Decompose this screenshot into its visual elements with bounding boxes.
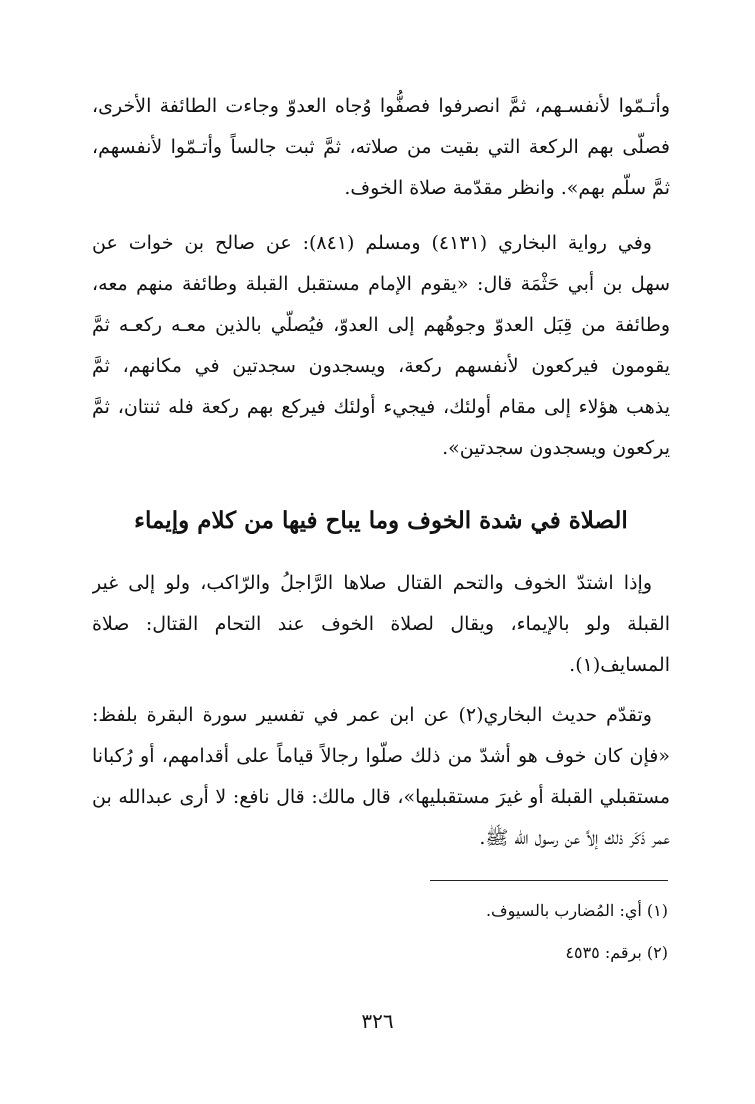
footnote-1: (١) أي: المُضارب بالسيوف. [485,901,668,920]
page-number: ٣٢٦ [361,1009,394,1033]
footnote-divider [430,880,668,881]
paragraph-line: يركعون ويسجدون سجدتين». [442,437,670,459]
paragraph-line: المسايف(١). [569,654,670,676]
paragraph-4 [92,695,670,859]
paragraph-line: فصلّى بهم الركعة التي بقيت من صلاته، ثمَّ ثبت جالساً وأتـمّوا لأنفسهم، [92,136,670,158]
paragraph-1 [92,86,670,209]
section-heading: الصلاة في شدة الخوف وما يباح فيها من كلام وإيماء [134,507,628,534]
paragraph-2 [92,223,670,469]
paragraph-line: عمر ذَكَر ذلك إلاَّ عن رسول الله ﷺ. [479,827,670,849]
paragraph-line: وفي رواية البخاري (٤١٣١) ومسلم (٨٤١): عن صالح بن خوات عن [92,232,652,254]
paragraph-line: القبلة ولو بالإيماء، ويقال لصلاة الخوف عند التحام القتال: صلاة [92,613,670,635]
paragraph-line: مستقبلي القبلة أو غيرَ مستقبليها»، قال مالك: قال نافع: لا أرى عبدالله بن [92,786,670,808]
paragraph-line: يقومون فيركعون لأنفسهم ركعة، ويسجدون سجدتين في مكانهم، ثمَّ [92,355,670,377]
paragraph-line: يذهب هؤلاء إلى مقام أولئك، فيجيء أولئك فيركع بهم ركعة فله ثنتان، ثمَّ [92,396,670,418]
paragraph-line: ثمَّ سلّم بهم». وانظر مقدّمة صلاة الخوف. [344,177,670,199]
paragraph-line: وتقدّم حديث البخاري(٢) عن ابن عمر في تفسير سورة البقرة بلفظ: [92,704,652,726]
paragraph-line: وطائفة من قِبَل العدوّ وجوهُهم إلى العدوّ، فيُصلّي بالذين معـه ركعـه ثمَّ [92,314,670,336]
paragraph-line: وأتـمّوا لأنفسـهم، ثمَّ انصرفوا فصفُّوا وُجاه العدوّ وجاءت الطائفة الأخرى، [92,95,670,117]
paragraph-line: وإذا اشتدّ الخوف والتحم القتال صلاها الرَّاجلُ والرّاكب، ولو إلى غير [92,572,652,594]
paragraph-3 [92,563,670,686]
paragraph-line: «فإن كان خوف هو أشدّ من ذلك صلّوا رجالاً قياماً على أقدامهم، أو رُكبانا [92,745,670,767]
paragraph-line: سهل بن أبي حَثْمَة قال: «يقوم الإمام مستقبل القبلة وطائفة منهم معه، [92,273,670,295]
footnote-2: (٢) برقم: ٤٥٣٥ [565,943,668,962]
